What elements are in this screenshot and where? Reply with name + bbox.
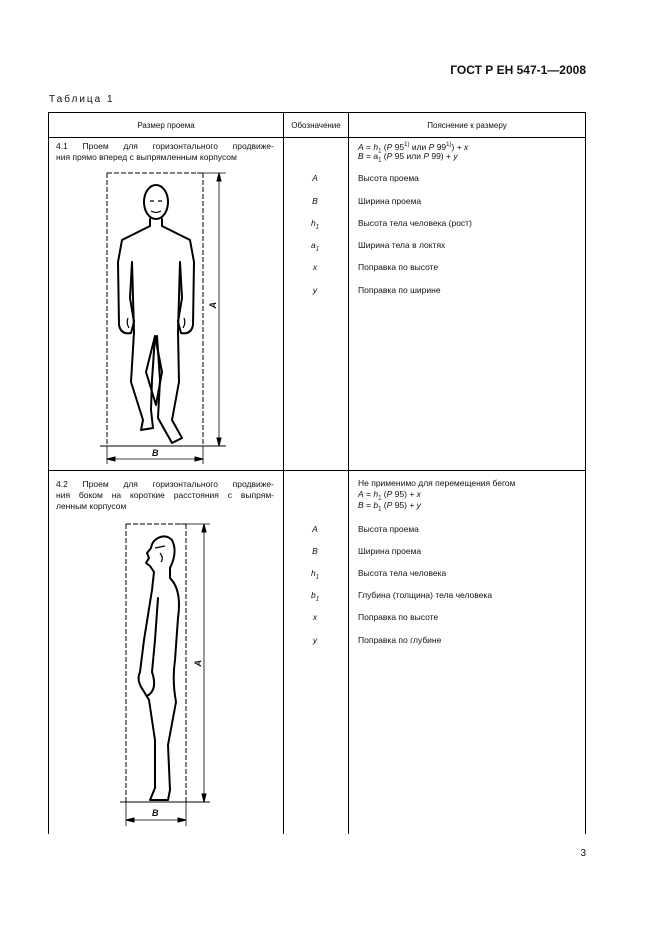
column-header-size: Размер проема (137, 121, 195, 130)
column-header-designation: Обозначение (291, 121, 341, 130)
symbol-explanation: Высота проема (358, 173, 419, 183)
formula: $B = b_1$ (P 95) + y (358, 500, 421, 513)
symbol: A (312, 173, 318, 183)
symbol-explanation: Высота проема (358, 524, 419, 534)
symbol-explanation: Поправка по ширине (358, 285, 441, 295)
dimension-label-height: A (193, 660, 203, 667)
formula: $A = h_1$ (P 95) + x (358, 489, 421, 502)
row-title-line: ния прямо вперед с выпрямленным корпусом (56, 152, 237, 162)
column-header-explanation: Пояснение к размеру (427, 121, 507, 130)
symbol: A (312, 524, 318, 534)
standard-number: ГОСТ Р ЕН 547-1—2008 (450, 63, 586, 77)
symbol-explanation: Высота тела человека (358, 568, 447, 578)
symbol: y (312, 635, 318, 645)
table-caption: Таблица 1 (49, 94, 115, 105)
row-title-line: 4.1 Проем для горизонтального продвиже- (56, 141, 274, 151)
symbol: y (312, 285, 318, 295)
symbol: $h_1$ (310, 568, 320, 581)
symbol: x (312, 612, 318, 622)
formula: $A = h_1$ (P 95$^{1)}$ или P $99^{1)}) + x$ (358, 141, 469, 155)
dimension-label-width: B (152, 448, 159, 458)
row-title-line: 4.2 Проем для горизонтального продвиже- (56, 479, 274, 489)
formula: $B = a_1$ (P 95 или P 99) + y (358, 151, 458, 164)
row-title-line: ния боком на короткие расстояния с выпрям- (56, 490, 274, 500)
symbol-explanation: Ширина проема (358, 546, 422, 556)
row-note: Не применимо для перемещения бегом (358, 478, 516, 488)
symbol: B (312, 196, 318, 206)
symbol-explanation: Ширина проема (358, 196, 422, 206)
symbol: $b_1$ (310, 590, 320, 603)
symbol-explanation: Высота тела человека (рост) (358, 218, 472, 228)
symbol-explanation: Глубина (толщина) тела человека (358, 590, 493, 600)
symbol: x (312, 262, 318, 272)
page-number: 3 (580, 848, 586, 859)
symbol-explanation: Поправка по глубине (358, 635, 442, 645)
dimension-label-height: A (208, 302, 218, 309)
symbol: $h_1$ (310, 218, 320, 231)
row-title-line: ленным корпусом (56, 501, 127, 511)
dimension-label-width: B (152, 808, 159, 818)
symbol: $a_1$ (310, 240, 320, 253)
symbol-explanation: Ширина тела в локтях (358, 240, 446, 250)
symbol-explanation: Поправка по высоте (358, 612, 439, 622)
symbol: B (312, 546, 318, 556)
symbol-explanation: Поправка по высоте (358, 262, 439, 272)
